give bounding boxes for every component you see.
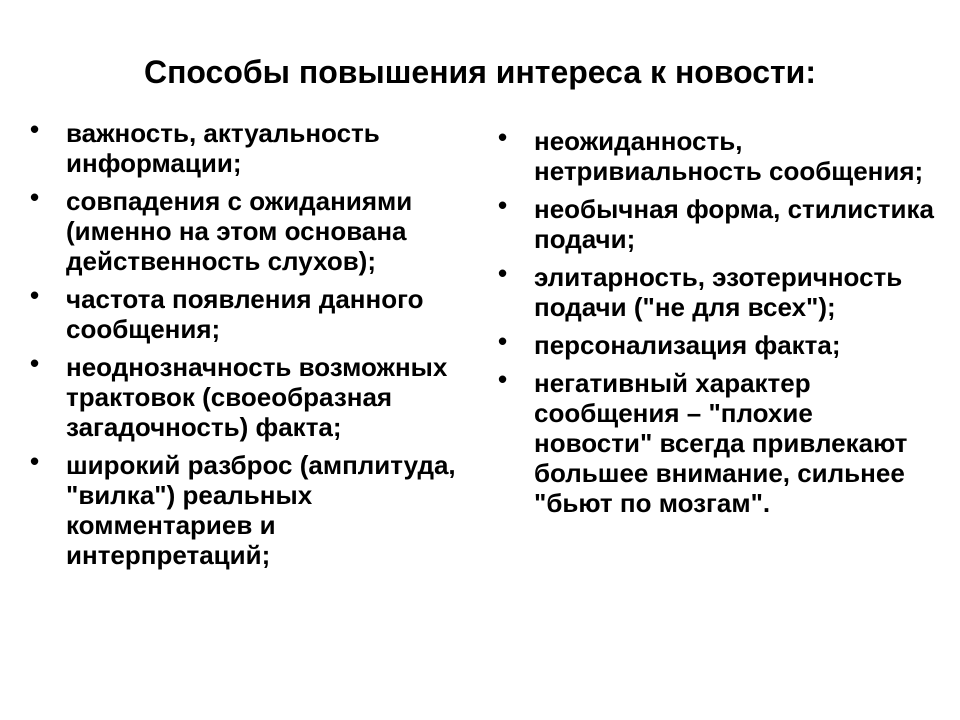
list-item (498, 364, 938, 518)
list-item (498, 190, 938, 254)
bullet-icon: • (498, 122, 508, 152)
list-item (30, 182, 470, 276)
list-item-text: частота появления данного сообщения; (66, 284, 424, 344)
bullet-icon: • (498, 326, 508, 356)
list-item (498, 326, 938, 360)
bullet-icon: • (498, 190, 508, 220)
bullet-icon: • (30, 348, 40, 378)
bullet-icon: • (30, 114, 40, 144)
list-item (30, 114, 470, 178)
slide-title: Способы повышения интереса к новости: (143, 54, 816, 90)
list-item-text: важность, актуальность информации; (66, 118, 380, 178)
list-item-text: персонализация факта; (534, 330, 841, 360)
bullet-icon: • (498, 364, 508, 394)
right-bullet-list (498, 122, 938, 526)
list-item (498, 122, 938, 186)
list-item-text: неожиданность, нетривиальность сообщения; (534, 126, 924, 186)
bullet-icon: • (30, 280, 40, 310)
list-item (30, 446, 470, 570)
list-item (498, 258, 938, 322)
list-item (30, 280, 470, 344)
list-item-text: элитарность, эзотеричность подачи ("не для всех"); (534, 262, 903, 322)
bullet-icon: • (30, 182, 40, 212)
list-item-text: широкий разброс (амплитуда, "вилка") реальных комментариев и интерпретаций; (66, 450, 456, 570)
left-bullet-list (30, 114, 470, 578)
list-item-text: неоднозначность возможных трактовок (своеобразная загадочность) факта; (66, 352, 448, 442)
list-item (30, 348, 470, 442)
list-item-text: совпадения с ожиданиями (именно на этом основана действенность слухов); (66, 186, 413, 276)
list-item-text: необычная форма, стилистика подачи; (534, 194, 934, 254)
bullet-icon: • (498, 258, 508, 288)
bullet-icon: • (30, 446, 40, 476)
list-item-text: негативный характер сообщения – "плохие новости" всегда привлекают большее внимание, сильнее "бьют по мозгам". (534, 368, 908, 518)
